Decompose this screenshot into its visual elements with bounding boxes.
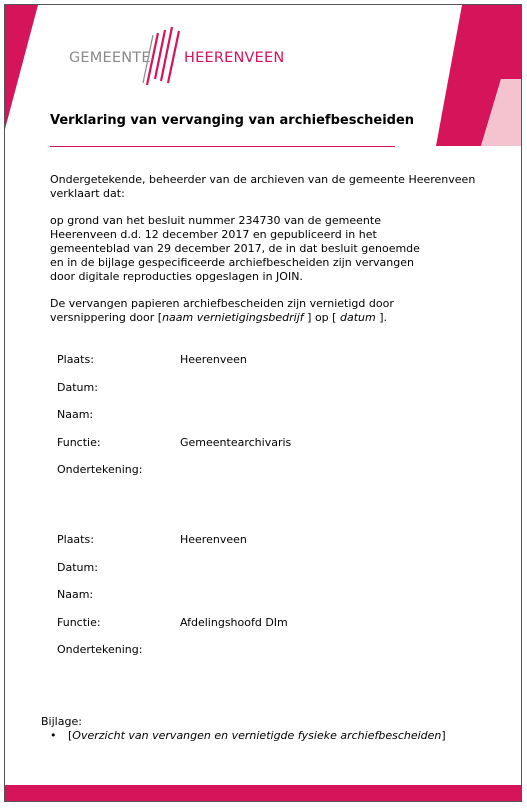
text-line: De vervangen papieren archiefbescheiden zijn vernietigd door	[50, 297, 394, 310]
signature-row-datum	[57, 561, 357, 589]
text-line: gemeenteblad van 29 december 2017, de in dat besluit genoemde	[50, 242, 420, 255]
signature-row-ondertekening	[57, 463, 357, 491]
signature-row-plaats	[57, 533, 357, 561]
logo-text-gemeente: GEMEENTE	[69, 50, 151, 66]
bullet-icon: •	[50, 729, 57, 742]
field-label: Ondertekening:	[57, 463, 143, 476]
text-fragment: ].	[375, 311, 387, 324]
decision-paragraph	[50, 214, 420, 284]
text-line: door digitale reproducties opgeslagen in JOIN.	[50, 270, 303, 283]
signature-row-naam	[57, 408, 357, 436]
destruction-paragraph	[50, 297, 394, 325]
field-label: Datum:	[57, 380, 98, 394]
signature-block-2	[57, 533, 357, 671]
field-label: Naam:	[57, 408, 94, 421]
field-label: Functie:	[57, 435, 101, 449]
document-page	[4, 4, 522, 802]
signature-row-functie	[57, 616, 357, 644]
signature-block-1	[57, 353, 357, 491]
text-line: Heerenveen d.d. 12 december 2017 en gepubliceerd in het	[50, 228, 377, 241]
attachment-item-text: Overzicht van vervangen en vernietigde fysieke archiefbescheiden	[72, 729, 442, 742]
attachment-section	[41, 715, 446, 743]
field-label: Functie:	[57, 615, 101, 629]
field-label: Plaats:	[57, 353, 94, 366]
text-fragment: versnippering door [	[50, 311, 163, 324]
text-line: Ondergetekende, beheerder van de archieven van de gemeente Heerenveen	[50, 173, 476, 186]
field-label: Ondertekening:	[57, 643, 143, 656]
document-title: Verklaring van vervanging van archiefbescheiden	[50, 113, 415, 128]
field-value: Heerenveen	[180, 533, 247, 546]
bracket-close: ]	[441, 729, 446, 742]
signature-row-functie	[57, 436, 357, 464]
footer-bar	[5, 785, 521, 801]
field-label: Plaats:	[57, 533, 94, 546]
placeholder-company: naam vernietigingsbedrijf	[162, 311, 304, 324]
intro-paragraph	[50, 173, 475, 201]
field-value: Afdelingshoofd DIm	[180, 615, 288, 629]
field-label: Datum:	[57, 560, 98, 574]
signature-row-ondertekening	[57, 643, 357, 671]
logo-text-heerenveen: HEERENVEEN	[184, 50, 285, 66]
placeholder-date: datum	[339, 311, 376, 324]
text-fragment: ] op [	[303, 311, 340, 324]
signature-row-datum	[57, 381, 357, 409]
signature-row-naam	[57, 588, 357, 616]
field-value: Heerenveen	[180, 353, 247, 366]
field-value: Gemeentearchivaris	[180, 435, 292, 449]
signature-row-plaats	[57, 353, 357, 381]
title-divider	[50, 146, 395, 147]
text-line: verklaart dat:	[50, 187, 125, 200]
text-line: op grond van het besluit nummer 234730 van de gemeente	[50, 214, 381, 227]
attachment-item	[41, 729, 446, 743]
text-line: en in de bijlage gespecificeerde archiefbescheiden zijn vervangen	[50, 256, 414, 269]
text-line	[50, 311, 394, 325]
field-label: Naam:	[57, 588, 94, 601]
bracket-open: [	[68, 729, 73, 742]
attachment-label: Bijlage:	[41, 715, 82, 728]
